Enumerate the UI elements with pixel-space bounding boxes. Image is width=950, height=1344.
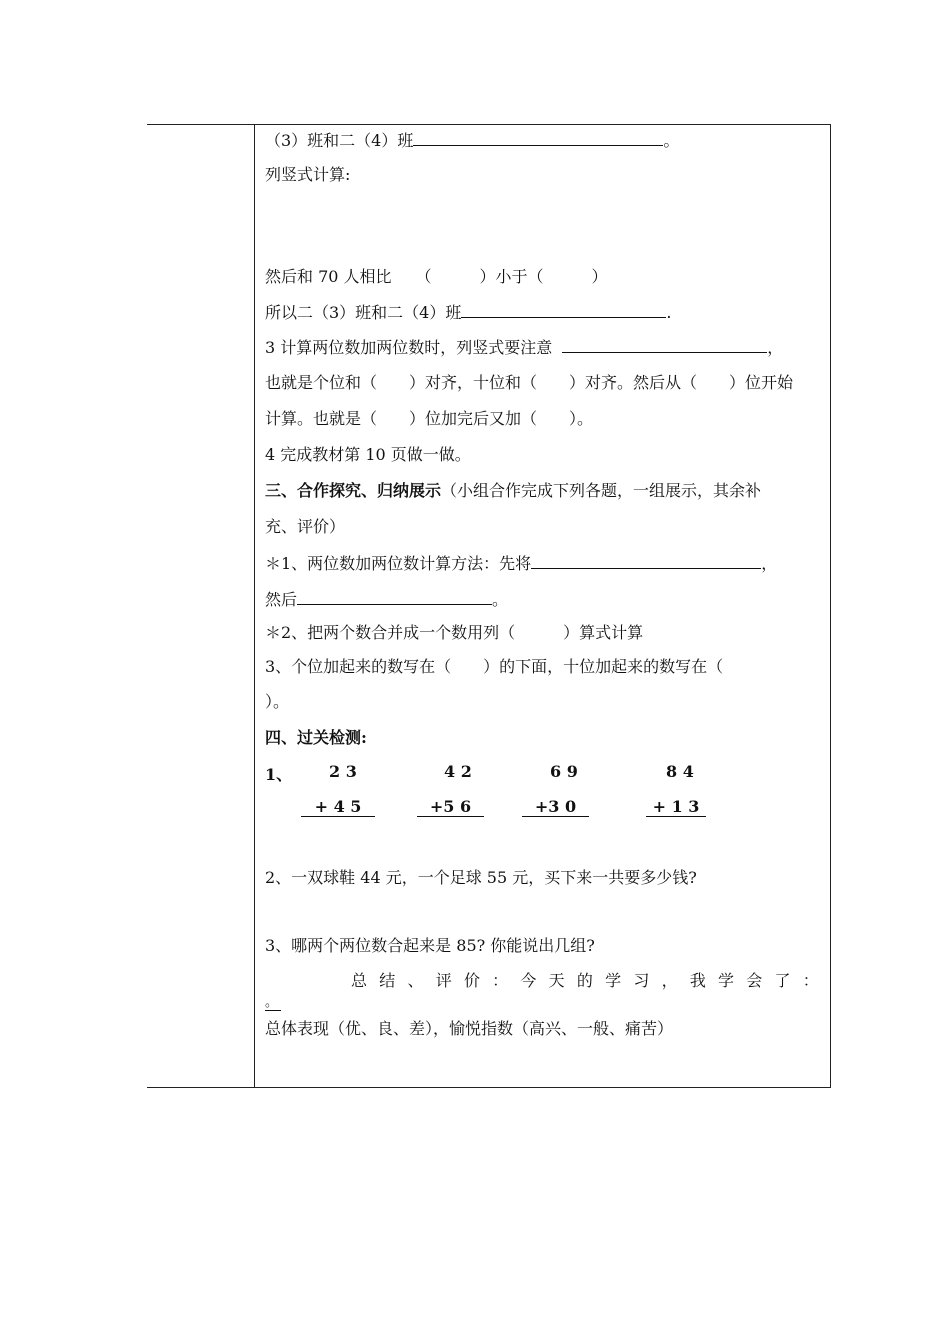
problem-bottom-2: +5 6 [417,797,484,817]
answer-blank[interactable] [562,337,767,353]
problem-top-1: 2 3 [329,762,357,781]
problem-bottom-1: + 4 5 [301,797,375,817]
column-divider [254,124,255,1087]
problem-bottom-3: +3 0 [522,797,589,817]
line-vertical-calc: 列竖式计算: [265,165,351,184]
line-class-compare: （3）班和二（4）班 。 [265,131,680,150]
summary-line: 总 结 、 评 价 ： 今 天 的 学 习 ， 我 学 会 了 ： [351,971,819,990]
overall-performance: 总体表现（优、良、差），愉悦指数（高兴、一般、痛苦） [265,1019,674,1038]
problem-top-2: 4 2 [444,762,472,781]
section-three-heading: 三、合作探究、归纳展示（小组合作完成下列各题，一组展示，其余补 [265,481,762,500]
answer-blank[interactable] [461,302,666,318]
line-place-3-cont: ）。 [265,692,290,711]
answer-blank[interactable] [531,553,761,569]
line-textbook-4: 4 完成教材第 10 页做一做。 [265,445,471,464]
line-align-digits: 也就是个位和（ ）对齐，十位和（ ）对齐。然后从（ ）位开始 [265,373,794,392]
line-calc-order: 计算。也就是（ ）位加完后又加（ ）。 [265,409,594,428]
line-compare-70: 然后和 70 人相比 （ ）小于（ ） [265,267,608,286]
summary-mark: 。 [265,996,281,1011]
line-so-classes: 所以二（3）班和二（4）班 . [265,303,672,322]
line-method-1: ＊1、两位数加两位数计算方法：先将 ， [265,554,778,573]
line-combine-2: ＊2、把两个数合并成一个数用列（ ）算式计算 [265,623,644,642]
problem-label-1: 1、 [265,765,293,784]
problem-bottom-4: + 1 3 [646,797,706,817]
answer-blank[interactable] [297,589,492,605]
answer-blank[interactable] [413,130,663,146]
problem-shoes-ball: 2、一双球鞋 44 元，一个足球 55 元，买下来一共要多少钱? [265,868,697,887]
line-note-3: 3 计算两位数加两位数时，列竖式要注意 ， [265,338,784,357]
problem-top-3: 6 9 [550,762,578,781]
section-four-heading: 四、过关检测: [265,728,367,747]
line-then: 然后 。 [265,590,509,609]
problem-sum-85: 3、哪两个两位数合起来是 85? 你能说出几组? [265,936,595,955]
problem-top-4: 8 4 [666,762,694,781]
line-place-3: 3、个位加起来的数写在（ ）的下面，十位加起来的数写在（ [265,657,724,676]
line-evaluate: 充、评价） [265,517,346,536]
